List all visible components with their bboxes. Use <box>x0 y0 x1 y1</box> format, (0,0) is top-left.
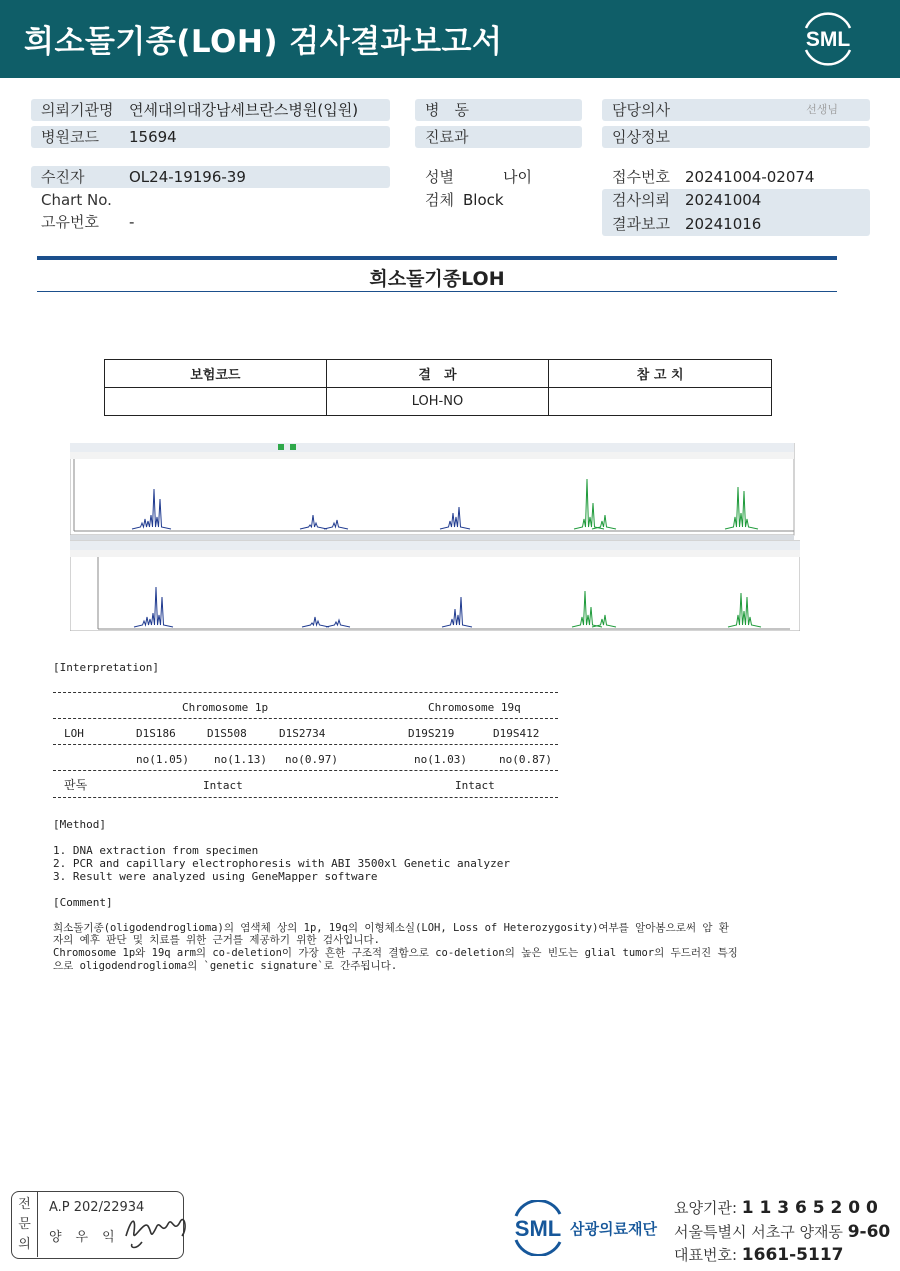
clinical-label: 임상정보 <box>612 128 670 146</box>
unique-label: 고유번호 <box>41 213 99 231</box>
method-heading: [Method] <box>53 818 106 831</box>
doctor-row <box>602 99 870 121</box>
institution-label: 의뢰기관명 <box>41 101 114 119</box>
method-step-3: 3. Result were analyzed using GeneMapper software <box>53 870 378 883</box>
chart-label: Chart No. <box>41 191 112 209</box>
dept-label: 진료과 <box>425 128 469 146</box>
specimen-value: Block <box>463 191 504 209</box>
cell-result: LOH-NO <box>326 388 549 416</box>
result-table-header <box>105 360 772 388</box>
specimen-row <box>415 189 582 211</box>
receipt-value: 20241004-02074 <box>685 168 815 186</box>
doctor-suffix: 선생님 <box>806 103 838 116</box>
marker-d1s186: D1S186 <box>136 727 176 740</box>
sml-footer-logo-icon <box>508 1200 568 1256</box>
footer-address-label: 서울특별시 서초구 양재동 <box>674 1223 848 1241</box>
value-d19s219: no(1.03) <box>414 753 467 766</box>
hospital-code-value: 15694 <box>129 128 177 146</box>
stamp-side-char: 문 <box>18 1217 31 1232</box>
method-step-2: 2. PCR and capillary electrophoresis with ABI 3500xl Genetic analyzer <box>53 857 510 870</box>
marker-d1s2734: D1S2734 <box>279 727 326 740</box>
clinical-row <box>602 126 870 148</box>
footer-phone-value: 1661-5117 <box>741 1245 844 1265</box>
method-step-1: 1. DNA extraction from specimen <box>53 844 259 857</box>
value-d19s412: no(0.87) <box>499 753 552 766</box>
result-table-row <box>105 388 772 416</box>
subject-value: OL24-19196-39 <box>129 168 246 186</box>
marker-d19s412: D19S412 <box>493 727 540 740</box>
report-header-title: 희소돌기종(LOH) 검사결과보고서 <box>24 24 503 60</box>
cell-insurance-code <box>105 388 327 416</box>
sml-logo-icon <box>800 12 856 66</box>
hospital-code-label: 병원코드 <box>41 128 99 146</box>
hospital-code-row <box>31 126 390 148</box>
electropherogram-image <box>70 443 800 631</box>
stamp-side-label <box>12 1192 38 1257</box>
col-reference: 참 고 치 <box>549 360 772 388</box>
comment-line-3: Chromosome 1p와 19q arm의 co-deletion이 가장 흔한 구조적 결함으로 co-deletion의 높은 빈도는 glial tumor의 두드러진 특징 <box>53 947 738 959</box>
ward-label: 병 동 <box>425 101 469 119</box>
report-value: 20241016 <box>685 215 762 233</box>
col-result: 결 과 <box>326 360 549 388</box>
judgement-label: 판독 <box>64 778 88 792</box>
title-rule-top <box>37 256 837 260</box>
comment-heading: [Comment] <box>53 896 113 909</box>
header-logo-text: SML <box>805 28 851 51</box>
chr19q-label: Chromosome 19q <box>428 701 521 714</box>
comment-line-1: 희소돌기종(oligodendroglioma)의 염색체 상의 1p, 19q의 이형체소실(LOH, Loss of Heterozygosity)여부를 알아봄으로써 암 환 <box>53 922 729 934</box>
stamp-side-char: 의 <box>18 1237 31 1252</box>
divider-4 <box>53 770 558 771</box>
subject-row <box>31 166 390 188</box>
unique-value: - <box>129 213 135 231</box>
sex-age-row <box>415 166 582 188</box>
footer-code-value: 1 1 3 6 5 2 0 0 <box>741 1198 878 1218</box>
footer-address-value: 9-60 <box>847 1222 891 1242</box>
footer-address <box>674 1221 890 1242</box>
title-rule-bottom <box>37 291 837 292</box>
footer-phone-label: 대표번호: <box>674 1246 742 1264</box>
comment-line-2: 자의 예후 판단 및 치료를 위한 근거를 제공하기 위한 검사입니다. <box>53 934 380 946</box>
request-report-block <box>602 189 870 236</box>
stamp-license: A.P 202/22934 <box>49 1200 145 1215</box>
divider-3 <box>53 744 558 745</box>
marker-d19s219: D19S219 <box>408 727 455 740</box>
age-label: 나이 <box>503 168 532 186</box>
report-label: 결과보고 <box>612 215 670 233</box>
value-d1s2734: no(0.97) <box>285 753 338 766</box>
divider-5 <box>53 797 558 798</box>
unique-row <box>31 211 390 233</box>
doctor-label: 담당의사 <box>612 101 670 119</box>
request-label: 검사의뢰 <box>612 191 670 209</box>
cell-reference <box>549 388 772 416</box>
result-table <box>104 359 772 416</box>
specialist-stamp <box>11 1191 184 1259</box>
footer-code <box>674 1197 878 1218</box>
value-d1s508: no(1.13) <box>214 753 267 766</box>
chart-row <box>31 189 390 211</box>
ward-row <box>415 99 582 121</box>
receipt-label: 접수번호 <box>612 168 670 186</box>
institution-row <box>31 99 390 121</box>
signature-image <box>122 1206 192 1252</box>
marker-d1s508: D1S508 <box>207 727 247 740</box>
interpretation-heading: [Interpretation] <box>53 661 159 674</box>
footer-phone <box>674 1244 843 1265</box>
report-header <box>0 0 900 78</box>
specimen-label: 검체 <box>425 191 454 209</box>
judgement-1p: Intact <box>203 779 243 792</box>
report-title: 희소돌기종LOH <box>369 268 505 290</box>
value-d1s186: no(1.05) <box>136 753 189 766</box>
footer-org-name: 삼광의료재단 <box>570 1220 657 1238</box>
divider-2 <box>53 718 558 719</box>
divider-1 <box>53 692 558 693</box>
receipt-row <box>602 166 870 188</box>
loh-label: LOH <box>64 727 84 740</box>
comment-line-4: 으로 oligodendroglioma의 `genetic signature`로 간주됩니다. <box>53 960 398 972</box>
col-insurance-code: 보험코드 <box>105 360 327 388</box>
request-value: 20241004 <box>685 191 762 209</box>
institution-value: 연세대의대강남세브란스병원(입원) <box>129 101 359 119</box>
judgement-19q: Intact <box>455 779 495 792</box>
stamp-name: 양우익 <box>49 1230 129 1245</box>
footer-logo-text: SML <box>514 1216 562 1241</box>
chr1p-label: Chromosome 1p <box>182 701 269 714</box>
stamp-side-char: 전 <box>18 1197 31 1212</box>
subject-label: 수진자 <box>41 168 85 186</box>
dept-row <box>415 126 582 148</box>
footer-code-label: 요양기관: <box>674 1199 742 1217</box>
sex-label: 성별 <box>425 168 454 186</box>
